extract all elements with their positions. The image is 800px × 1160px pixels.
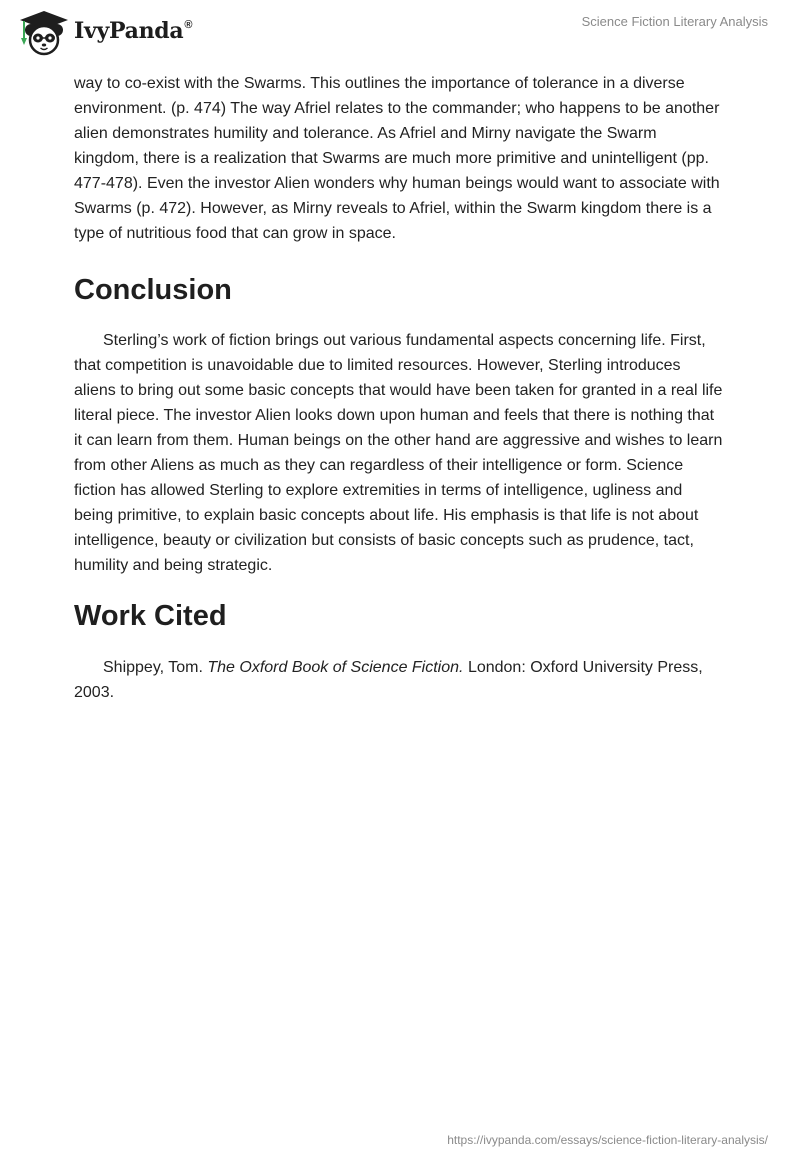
conclusion-heading: Conclusion <box>74 274 232 306</box>
intro-paragraph: way to co-exist with the Swarms. This outlines the importance of tolerance in a diverse environment. (p. 474) The way Afriel relates to the commander; who happens to be another alien demonstrates humility and tolerance. As Afriel and Mirny navigate the Swarm kingdom, there is a realization that Swarms are much more primitive and unintelligent (pp. 477-478). Even the investor Alien wonders why human beings would want to associate with Swarms (p. 472). However, as Mirny reveals to Afriel, within the Swarm kingdom there is a type of nutritious food that can grow in space. <box>74 75 720 242</box>
logo-text <box>74 18 192 44</box>
source-url[interactable]: https://ivypanda.com/essays/science-fiction-literary-analysis/ <box>447 1133 768 1147</box>
works-cited-heading: Work Cited <box>74 600 227 632</box>
conclusion-paragraph: Sterling’s work of fiction brings out various fundamental aspects concerning life. First, that competition is unavoidable due to limited resources. However, Sterling introduces aliens to bring out some basic concepts that would have been taken for granted in a real life literal piece. The investor Alien looks down upon human and feels that there is nothing that it can learn from them. Human beings on the other hand are aggressive and wishes to learn from other Aliens as much as they can regardless of their intelligence or form. Science fiction has allowed Sterling to explore extremities in terms of intelligence, ugliness and being primitive, to explain basic concepts about life. His emphasis is that life is not about intelligence, beauty or civilization but consists of basic concepts such as prudence, tact, humility and being strategic. <box>74 332 723 574</box>
panda-graduate-icon <box>16 8 72 56</box>
ivypanda-logo[interactable] <box>16 8 192 56</box>
article-body <box>74 71 724 705</box>
document-title: Science Fiction Literary Analysis <box>581 14 768 29</box>
page-header <box>0 0 800 60</box>
registered-mark: ® <box>184 19 193 31</box>
logo-wordmark: IvyPanda <box>74 18 184 44</box>
citation-publication: London: Oxford University Press, 2003. <box>74 659 703 701</box>
citation-author: Shippey, Tom. <box>103 659 203 676</box>
citation-entry <box>74 655 724 705</box>
citation-title: The Oxford Book of Science Fiction. <box>207 659 464 676</box>
